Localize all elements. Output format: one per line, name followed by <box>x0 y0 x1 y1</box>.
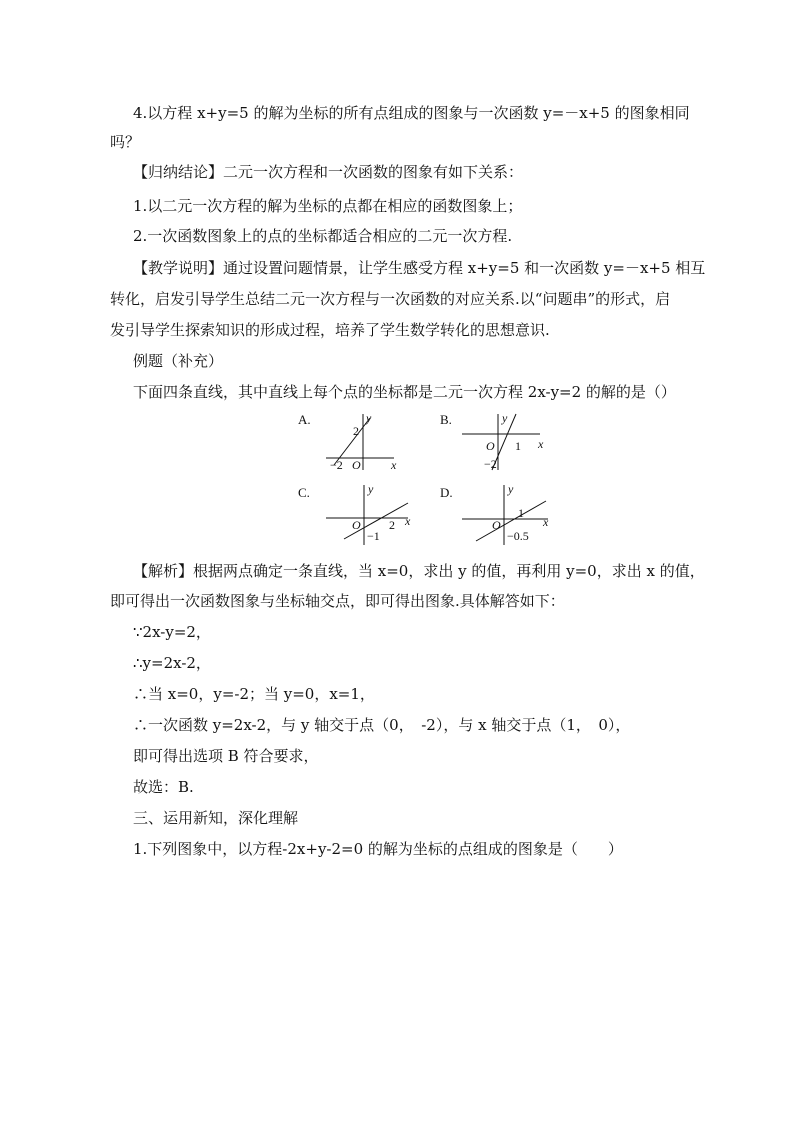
intercept-mark: −0.5 <box>507 529 529 543</box>
x-axis-label: x <box>405 514 411 528</box>
intercept-mark: −1 <box>367 529 380 543</box>
option-b-graph <box>440 410 550 472</box>
solution-answer: 故选：B. <box>133 778 194 796</box>
option-a-plot <box>316 410 408 472</box>
option-a-graph <box>298 410 408 472</box>
answer-options-graphs <box>290 405 550 545</box>
option-c-graph <box>298 482 411 545</box>
origin-label: O <box>492 518 501 532</box>
x-axis-label: x <box>543 515 549 529</box>
option-b-plot <box>458 410 550 472</box>
origin-label: O <box>352 518 361 532</box>
origin-label: O <box>486 439 495 453</box>
conclusion-point-2: 2.一次函数图象上的点的坐标都适合相应的二元一次方程. <box>133 227 513 245</box>
y-axis-label: y <box>502 411 508 425</box>
solution-step-1: ∵2x-y=2， <box>133 623 211 641</box>
y-axis-label: y <box>368 482 374 496</box>
example-question: 下面四条直线，其中直线上每个点的坐标都是二元一次方程 2x-y=2 的解的是（） <box>133 383 676 401</box>
option-d-label: D. <box>440 485 453 500</box>
conclusion-point-1: 1.以二元一次方程的解为坐标的点都在相应的函数图象上； <box>133 197 523 215</box>
intercept-mark: 2 <box>353 424 359 438</box>
option-c-label: C. <box>298 485 310 500</box>
intercept-mark: 2 <box>389 518 395 532</box>
example-heading: 例题（补充） <box>133 352 224 370</box>
option-a-label: A. <box>298 412 311 427</box>
teaching-note-line-1: 【教学说明】通过设置问题情景，让学生感受方程 x+y=5 和一次函数 y=－x+5 相互 <box>133 259 706 277</box>
question-4-line-1: 4.以方程 x+y=5 的解为坐标的所有点组成的图象与一次函数 y=－x+5 的图象相同 <box>133 104 690 122</box>
option-c-plot <box>316 482 411 545</box>
option-b-label: B. <box>440 412 452 427</box>
solution-step-3: ∴当 x=0，y=-2；当 y=0，x=1， <box>133 685 375 703</box>
analysis-line-1: 【解析】根据两点确定一条直线，当 x=0，求出 y 的值，再利用 y=0，求出 x 的值， <box>133 562 705 580</box>
x-axis-label: x <box>391 458 397 472</box>
solution-step-5: 即可得出选项 B 符合要求， <box>133 747 319 765</box>
intercept-mark: 1 <box>518 506 524 520</box>
solution-step-4: ∴一次函数 y=2x-2，与 y 轴交于点（0， -2），与 x 轴交于点（1， 0）， <box>133 716 631 734</box>
intercept-mark: −2 <box>484 457 497 471</box>
question-4-line-2: 吗？ <box>110 133 141 151</box>
intercept-mark: −2 <box>330 458 343 472</box>
analysis-line-2: 即可得出一次函数图象与坐标轴交点，即可得出图象.具体解答如下： <box>110 592 565 610</box>
origin-label: O <box>352 458 361 472</box>
intercept-mark: 1 <box>515 439 521 453</box>
y-axis-label: y <box>508 482 514 496</box>
teaching-note-line-2: 转化，启发引导学生总结二元一次方程与一次函数的对应关系.以“问题串”的形式，启 <box>110 290 671 308</box>
teaching-note-line-3: 发引导学生探索知识的形成过程，培养了学生数学转化的思想意识. <box>110 321 550 339</box>
option-d-graph <box>440 483 550 545</box>
section-heading: 三、运用新知，深化理解 <box>133 809 299 827</box>
solution-step-2: ∴y=2x-2， <box>133 654 211 672</box>
exercise-1-question: 1.下列图象中，以方程-2x+y-2=0 的解为坐标的点组成的图象是（ ） <box>133 840 623 858</box>
y-axis-label: y <box>366 411 372 425</box>
conclusion-heading: 【归纳结论】二元一次方程和一次函数的图象有如下关系： <box>133 163 524 181</box>
x-axis-label: x <box>538 437 544 451</box>
option-d-plot <box>458 483 550 545</box>
